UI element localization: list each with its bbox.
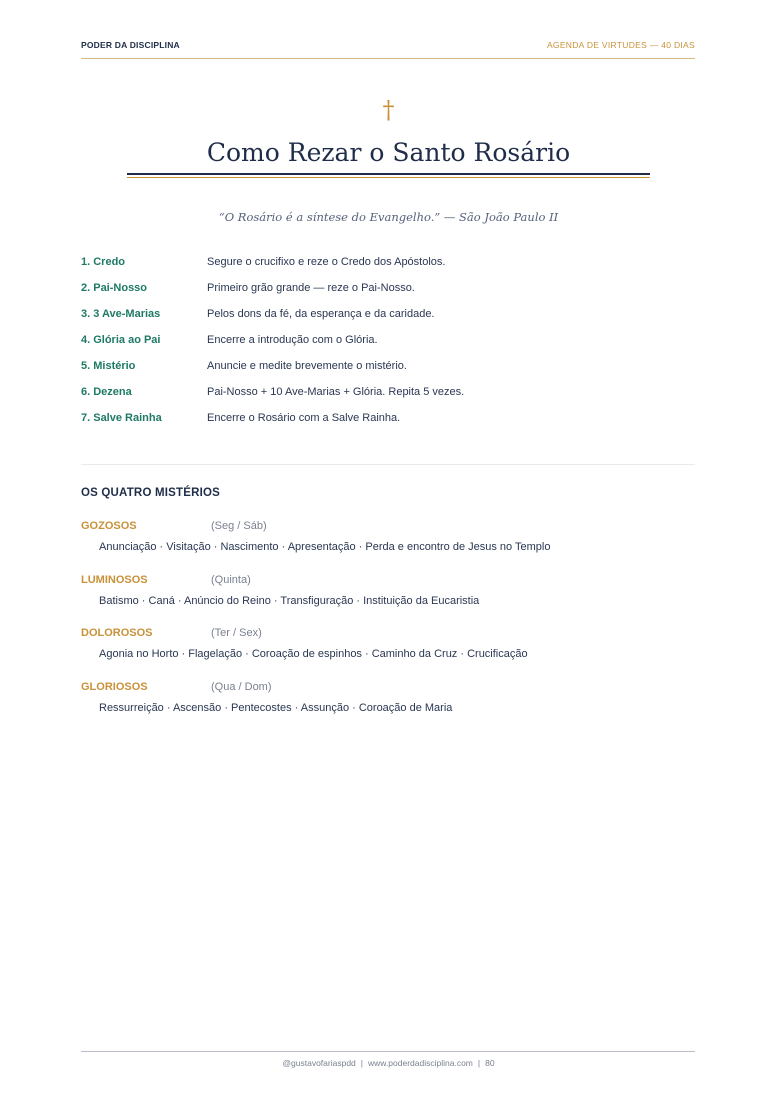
mystery-days: (Seg / Sáb) [211, 520, 267, 532]
mystery-item [81, 681, 695, 735]
page-footer [0, 1058, 777, 1068]
quote: “O Rosário é a síntese do Evangelho.” — São João Paulo II [218, 210, 559, 224]
footer-separator: | [477, 1058, 481, 1068]
mystery-list: Batismo · Caná · Anúncio do Reino · Transfiguração · Instituição da Eucaristia [99, 594, 480, 607]
step-description: Anuncie e medite brevemente o mistério. [207, 360, 407, 372]
step-label: 5. Mistério [81, 360, 136, 372]
step-description: Pelos dons da fé, da esperança e da caridade. [207, 308, 435, 320]
step-label: 7. Salve Rainha [81, 412, 162, 424]
mystery-name: DOLOROSOS [81, 627, 153, 639]
mystery-list: Agonia no Horto · Flagelação · Coroação de espinhos · Caminho da Cruz · Crucificação [99, 648, 528, 660]
mystery-item [81, 627, 695, 681]
mystery-item [81, 574, 695, 628]
mystery-name: GLORIOSOS [81, 680, 148, 693]
mystery-days: (Ter / Sex) [211, 627, 262, 639]
mystery-name: GOZOSOS [81, 520, 137, 532]
footer-separator: | [360, 1058, 363, 1068]
mystery-days: (Quinta) [211, 573, 251, 586]
step-item [81, 334, 695, 360]
page-number: 80 [485, 1058, 495, 1068]
footer-rule [81, 1051, 695, 1052]
step-item [81, 386, 695, 412]
page-header [81, 40, 695, 59]
step-item [81, 412, 695, 438]
mysteries-section-title: OS QUATRO MISTÉRIOS [81, 487, 221, 499]
step-description: Pai-Nosso + 10 Ave-Marias + Glória. Repita 5 vezes. [207, 386, 465, 398]
step-item [81, 308, 695, 334]
title-rule-navy [127, 173, 650, 175]
title-rule-gold [127, 177, 650, 178]
step-label: 6. Dezena [81, 386, 132, 398]
step-description: Segure o crucifixo e reze o Credo dos Apóstolos. [207, 256, 446, 268]
brand-name: PODER DA DISCIPLINA [81, 40, 180, 50]
step-description: Encerre a introdução com o Glória. [207, 334, 378, 346]
footer-website-link[interactable]: www.poderdadisciplina.com [368, 1058, 473, 1068]
header-subtitle: AGENDA DE VIRTUDES — 40 DIAS [546, 40, 695, 50]
step-description: Encerre o Rosário com a Salve Rainha. [207, 412, 401, 424]
footer-handle: @gustavofariaspdd [282, 1058, 356, 1068]
step-item [81, 256, 695, 282]
mystery-days: (Qua / Dom) [211, 680, 272, 693]
step-description: Primeiro grão grande — reze o Pai-Nosso. [207, 282, 415, 294]
mystery-list: Anunciação · Visitação · Nascimento · Apresentação · Perda e encontro de Jesus no Templo [99, 541, 551, 553]
step-item [81, 360, 695, 386]
mystery-name: LUMINOSOS [81, 573, 148, 586]
mystery-item [81, 520, 695, 574]
step-label: 1. Credo [81, 256, 126, 268]
mysteries-list [81, 520, 695, 734]
step-label: 4. Glória ao Pai [81, 334, 161, 346]
section-divider [81, 464, 695, 465]
mystery-list: Ressurreição · Ascensão · Pentecostes · Assunção · Coroação de Maria [99, 701, 453, 714]
step-label: 3. 3 Ave-Marias [81, 308, 161, 320]
page-title: Como Rezar o Santo Rosário [206, 138, 571, 167]
cross-icon: † [382, 96, 395, 124]
step-item [81, 282, 695, 308]
steps-list [81, 256, 695, 438]
step-label: 2. Pai-Nosso [81, 282, 148, 294]
